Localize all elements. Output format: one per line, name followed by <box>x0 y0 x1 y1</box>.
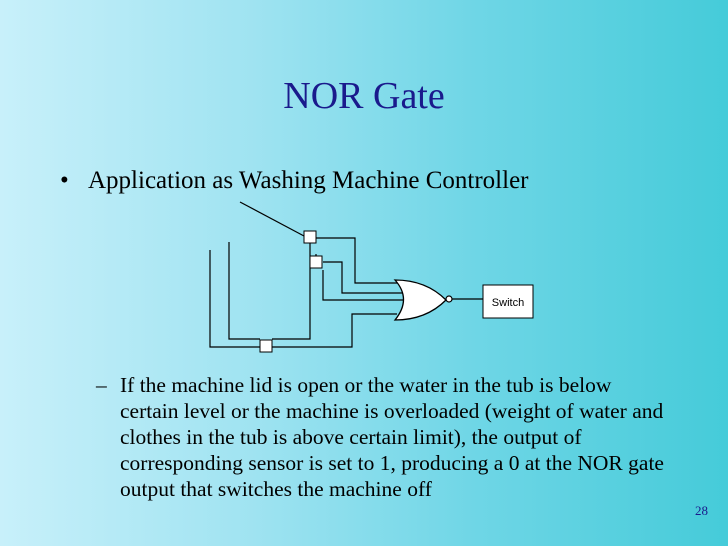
water-sensor-lower-wire <box>323 270 405 300</box>
lid-sensor-down-wire <box>272 243 310 339</box>
overload-sensor-wire <box>272 314 397 347</box>
water-sensor-wire <box>323 262 405 293</box>
enclosure-wire-left-outer <box>210 250 260 347</box>
enclosure-wire-left <box>229 242 260 339</box>
water-level-sensor-box <box>310 256 322 268</box>
pointer-line <box>240 202 304 236</box>
bullet-symbol: • <box>60 167 69 194</box>
overload-sensor-box <box>260 340 272 352</box>
bullet-text: Application as Washing Machine Controller <box>88 167 529 194</box>
nor-gate-inversion-bubble <box>446 296 452 302</box>
sub-bullet-item <box>96 372 666 502</box>
sub-bullet-symbol: – <box>96 373 107 397</box>
slide-number: 28 <box>695 503 708 518</box>
switch-label: Switch <box>491 297 525 309</box>
lid-sensor-box <box>304 231 316 243</box>
lid-sensor-wire <box>316 238 402 283</box>
sub-bullet-text: If the machine lid is open or the water in the tub is below certain level or the machine is overloaded (weight of water and clothes in the tub is above certain limit), the output of corresponding sensor is set to 1, producing a 0 at the NOR gate output that switches the machine off <box>120 373 664 501</box>
slide-title: NOR Gate <box>283 75 445 117</box>
